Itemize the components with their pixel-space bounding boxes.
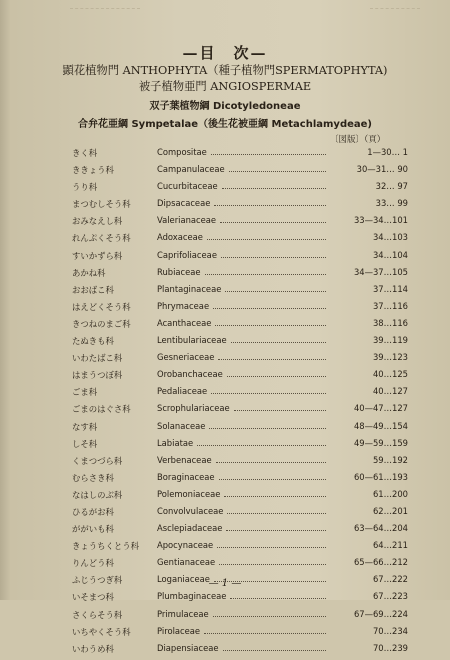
dot-leader — [205, 274, 326, 275]
family-name-latin: Scrophulariaceae — [157, 403, 230, 414]
dot-leader — [225, 291, 326, 292]
dot-leader — [197, 445, 326, 446]
dot-leader — [209, 428, 326, 429]
subclass-heading: 合弁花亜綱 Sympetalae（後生花被亜綱 Metachlamydeae) — [78, 119, 372, 130]
family-name-japanese: りんどう科 — [72, 558, 114, 569]
dot-leader — [221, 257, 326, 258]
plate-and-page-ref: 37…114 — [372, 283, 408, 294]
toc-entry — [0, 489, 450, 506]
plate-and-page-ref: 38…116 — [372, 317, 408, 328]
family-name-latin: Diapensiaceae — [157, 642, 219, 653]
family-name-latin: Solanaceae — [157, 420, 206, 431]
toc-entry — [0, 455, 450, 472]
family-name-latin: Polemoniaceae — [157, 488, 221, 499]
family-name-latin: Primulaceae — [157, 608, 209, 619]
family-name-latin: Campanulaceae — [157, 164, 225, 175]
class-heading: 双子葉植物綱 Dicotyledoneae — [149, 101, 301, 112]
family-name-japanese: なはしのぶ科 — [72, 489, 123, 500]
toc-entry — [0, 643, 450, 660]
dot-leader — [231, 342, 326, 343]
toc-entry — [0, 198, 450, 215]
family-name-japanese: むらさき科 — [72, 472, 114, 483]
family-name-latin: Labiatae — [157, 437, 194, 448]
plate-and-page-ref: 67…223 — [372, 591, 408, 602]
page-number: — 1 — — [208, 578, 242, 589]
family-name-japanese: れんぷくそう科 — [72, 233, 131, 244]
family-name-japanese: おおばこ科 — [72, 284, 114, 295]
plate-and-page-ref: 67—69…224 — [353, 608, 408, 619]
faded-header-mark — [70, 8, 140, 17]
dot-leader — [207, 239, 326, 240]
toc-entry — [0, 438, 450, 455]
family-name-latin: Lentibulariaceae — [157, 335, 227, 346]
dot-leader — [213, 308, 326, 309]
dot-leader — [219, 479, 326, 480]
toc-entry — [0, 267, 450, 284]
family-name-latin: Phrymaceae — [157, 300, 210, 311]
plate-and-page-ref: 37…116 — [372, 300, 408, 311]
dot-leader — [227, 376, 326, 377]
dot-leader — [204, 633, 326, 634]
plate-and-page-ref: 70…239 — [372, 642, 408, 653]
family-name-japanese: ごまのはぐさ科 — [72, 404, 131, 415]
plate-and-page-ref: 65—66…212 — [353, 557, 408, 568]
dot-leader — [217, 547, 326, 548]
division-heading: 顕花植物門 ANTHOPHYTA（種子植物門SPERMATOPHYTA) — [62, 64, 388, 77]
family-name-japanese: いそまつ科 — [72, 592, 114, 603]
family-name-japanese: きつねのまご科 — [72, 318, 131, 329]
family-name-latin: Boraginaceae — [157, 471, 215, 482]
plate-and-page-ref: 32… 97 — [375, 181, 408, 192]
toc-entry — [0, 284, 450, 301]
dot-leader — [213, 616, 326, 617]
family-name-japanese: きょうちくとう科 — [72, 541, 139, 552]
family-name-japanese: ひるがお科 — [72, 506, 114, 517]
family-name-latin: Rubiaceae — [157, 266, 201, 277]
family-name-latin: Verbenaceae — [157, 454, 212, 465]
toc-entry — [0, 164, 450, 181]
family-name-japanese: おみなえし科 — [72, 216, 123, 227]
plate-and-page-ref: 62…201 — [372, 505, 408, 516]
dot-leader — [211, 154, 326, 155]
toc-entry — [0, 215, 450, 232]
family-name-japanese: あかね科 — [72, 267, 106, 278]
toc-entry — [0, 472, 450, 489]
plate-and-page-ref: 40—47…127 — [353, 403, 408, 414]
toc-entry — [0, 540, 450, 557]
plate-and-page-ref: 40…127 — [372, 386, 408, 397]
family-name-japanese: ふじうつぎ科 — [72, 575, 123, 586]
plate-and-page-ref: 40…125 — [372, 369, 408, 380]
family-name-japanese: きく科 — [72, 148, 98, 158]
toc-entry — [0, 181, 450, 198]
family-name-latin: Plantaginaceae — [157, 283, 222, 294]
toc-entry — [0, 232, 450, 249]
dot-leader — [229, 171, 326, 172]
toc-entry — [0, 250, 450, 267]
plate-and-page-ref: 49—59…159 — [353, 437, 408, 448]
plate-and-page-ref: 39…119 — [372, 335, 408, 346]
plate-and-page-ref: 33… 99 — [375, 198, 408, 209]
family-name-latin: Compositae — [157, 147, 207, 157]
family-name-japanese: しそ科 — [72, 438, 98, 449]
faded-header-mark — [370, 8, 420, 17]
family-name-japanese: さくらそう科 — [72, 609, 123, 620]
family-name-japanese: いわたばこ科 — [72, 353, 123, 364]
plate-and-page-ref: 33—34…101 — [353, 215, 408, 226]
family-name-latin: Cucurbitaceae — [157, 181, 218, 192]
family-name-latin: Valerianaceae — [157, 215, 217, 226]
family-name-japanese: はまうつぼ科 — [72, 370, 123, 381]
family-name-latin: Caprifoliaceae — [157, 249, 217, 260]
family-name-japanese: うり科 — [72, 182, 98, 193]
plate-and-page-ref: 48—49…154 — [353, 420, 408, 431]
plate-and-page-ref: 30—31… 90 — [356, 164, 408, 175]
family-name-latin: Asclepiadaceae — [157, 523, 223, 534]
dot-leader — [224, 496, 326, 497]
toc-entry — [0, 506, 450, 523]
dot-leader — [227, 513, 326, 514]
plate-and-page-ref: 59…192 — [372, 454, 408, 465]
family-name-latin: Pedaliaceae — [157, 386, 208, 397]
toc-entry — [0, 318, 450, 335]
family-name-japanese: すいかずら科 — [72, 250, 123, 261]
family-name-japanese: たぬきも科 — [72, 336, 114, 347]
toc-entry — [0, 523, 450, 540]
family-name-japanese: ががいも科 — [72, 524, 114, 535]
toc-entry — [0, 557, 450, 574]
family-name-japanese: はえどくそう科 — [72, 301, 131, 312]
toc-entry — [0, 609, 450, 626]
dot-leader — [214, 205, 326, 206]
subdivision-heading: 被子植物亜門 ANGIOSPERMAE — [138, 80, 312, 93]
plate-and-page-ref: 34…104 — [372, 249, 408, 260]
plate-and-page-ref: 34…103 — [372, 232, 408, 243]
toc-title: —目 次— — [182, 44, 268, 62]
family-name-latin: Plumbaginaceae — [157, 591, 227, 602]
column-header: 〔図版〕（頁） — [330, 135, 386, 145]
dot-leader — [216, 462, 326, 463]
toc-entry — [0, 626, 450, 643]
dot-leader — [222, 188, 326, 189]
toc-entry — [0, 369, 450, 386]
family-name-latin: Pirolaceae — [157, 625, 201, 636]
family-name-japanese: ごま科 — [72, 387, 98, 398]
toc-entry — [0, 352, 450, 369]
family-name-latin: Loganiaceae — [157, 574, 210, 585]
family-name-japanese: いちやくそう科 — [72, 626, 131, 637]
toc-entry — [0, 386, 450, 403]
plate-and-page-ref: 34—37…105 — [353, 266, 408, 277]
toc-entry — [0, 403, 450, 420]
toc-entry — [0, 421, 450, 438]
dot-leader — [234, 410, 326, 411]
family-name-latin: Orobanchaceae — [157, 369, 223, 380]
plate-and-page-ref: 61…200 — [372, 488, 408, 499]
toc-entry — [0, 335, 450, 352]
toc-entry — [0, 147, 450, 164]
dot-leader — [215, 325, 326, 326]
family-name-japanese: くまつづら科 — [72, 455, 123, 466]
plate-and-page-ref: 70…234 — [372, 625, 408, 636]
dot-leader — [219, 564, 326, 565]
family-name-japanese: ききょう科 — [72, 165, 114, 176]
dot-leader — [218, 359, 326, 360]
family-name-latin: Gesneriaceae — [157, 352, 215, 363]
family-name-latin: Apocynaceae — [157, 540, 214, 551]
family-name-latin: Gentianaceae — [157, 557, 216, 568]
toc-entry — [0, 301, 450, 318]
plate-and-page-ref: 1—30… 1 — [367, 147, 408, 157]
plate-and-page-ref: 60—61…193 — [353, 471, 408, 482]
plate-and-page-ref: 39…123 — [372, 352, 408, 363]
dot-leader — [223, 650, 326, 651]
dot-leader — [211, 393, 326, 394]
family-name-japanese: いわうめ科 — [72, 643, 114, 654]
family-name-latin: Acanthaceae — [157, 317, 212, 328]
plate-and-page-ref: 67…222 — [372, 574, 408, 585]
plate-and-page-ref: 64…211 — [372, 540, 408, 551]
dot-leader — [220, 222, 326, 223]
family-name-japanese: なす科 — [72, 421, 98, 432]
family-name-latin: Convolvulaceae — [157, 505, 224, 516]
plate-and-page-ref: 63—64…204 — [353, 523, 408, 534]
family-name-japanese: まつむしそう科 — [72, 199, 131, 210]
family-name-latin: Adoxaceae — [157, 232, 203, 243]
dot-leader — [226, 530, 326, 531]
dot-leader — [230, 598, 326, 599]
family-name-latin: Dipsacaceae — [157, 198, 211, 209]
